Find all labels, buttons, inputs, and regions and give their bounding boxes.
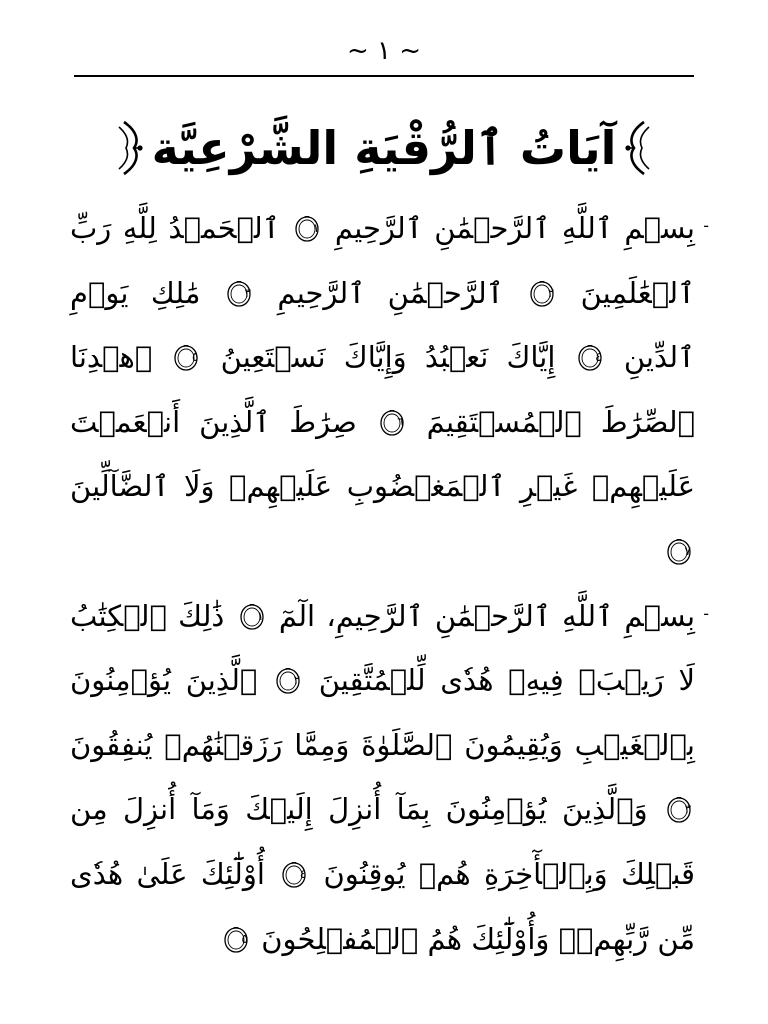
verse-number: ٢ [547, 285, 555, 300]
verse-end-marker-icon [667, 539, 691, 565]
verse-text: أُوْلَٰٓئِكَ عَلَىٰ هُدٗى مِّن رَّبِّهِمۡۖ وَأُوْلَٰٓئِكَ هُمُ ٱلۡمُفۡلِحُونَ [70, 856, 695, 956]
verse-text: ذَٰلِكَ ٱلۡكِتَٰبُ لَا رَيۡبَۛ فِيهِۛ هُدٗى لِّلۡمُتَّقِينَ [70, 598, 696, 698]
verse-number: ٥ [241, 931, 248, 946]
title-text: آيَاتُ ٱلرُّقْيَةِ الشَّرْعِيَّة [151, 121, 617, 175]
verse-end-marker-icon [578, 345, 602, 371]
verse-end-marker-icon [380, 410, 404, 436]
verse-end-marker-icon [282, 862, 306, 888]
ornamental-bracket-right-icon [622, 119, 652, 177]
verse-text: إِيَّاكَ نَعۡبُدُ وَإِيَّاكَ نَسۡتَعِينُ [220, 340, 556, 375]
verse-end-marker-icon [224, 927, 248, 953]
ruqyah-text [70, 196, 709, 971]
verse-end-marker-icon [227, 281, 251, 307]
verse-end-marker-icon [530, 281, 554, 307]
passage-marker: - [703, 216, 709, 235]
page-title [0, 108, 768, 188]
verse-number: ٥ [192, 350, 199, 365]
verse-text: بِسۡمِ ٱللَّهِ ٱلرَّحۡمَٰنِ ٱلرَّحِيمِ [334, 211, 695, 245]
verse-text: وَٱلَّذِينَ يُؤۡمِنُونَ بِمَآ أُنزِلَ إِلَيۡكَ وَمَآ أُنزِلَ مِن قَبۡلِكَ وَبِٱلۡأٓخِرَةِ هُمۡ يُوقِنُونَ [70, 792, 696, 891]
passage-marker: - [703, 603, 709, 623]
verse-number: ٢ [293, 673, 301, 688]
verse-text: بِسۡمِ ٱللَّهِ ٱلرَّحۡمَٰنِ ٱلرَّحِيمِ، الٓمٓ [278, 598, 696, 633]
verse-text: صِرَٰطَ ٱلَّذِينَ أَنۡعَمۡتَ عَلَيۡهِمۡ غَيۡرِ ٱلۡمَغۡضُوبِ عَلَيۡهِمۡ وَلَا ٱلضَّآلِّينَ [70, 404, 695, 504]
verse-end-marker-icon [240, 604, 264, 630]
verse-number: ٤ [299, 866, 307, 881]
verse-number: ٦ [397, 414, 404, 429]
page-number: ~ ١ ~ [346, 36, 422, 66]
verse-text: ٱلَّذِينَ يُؤۡمِنُونَ بِٱلۡغَيۡبِ وَيُقِيمُونَ ٱلصَّلَوٰةَ وَمِمَّا رَزَقۡنَٰهُمۡ يُنفِقُونَ [70, 663, 695, 762]
verse-text: ٱلرَّحۡمَٰنِ ٱلرَّحِيمِ [277, 275, 504, 310]
verse-number: ٣ [244, 285, 251, 300]
verse-text: ٱهۡدِنَا ٱلصِّرَٰطَ ٱلۡمُسۡتَقِيمَ [70, 340, 695, 439]
verse-text: ٱلۡحَمۡدُ لِلَّهِ رَبِّ ٱلۡعَٰلَمِينَ [70, 211, 696, 310]
ornamental-bracket-left-icon [116, 119, 146, 177]
verse-end-marker-icon [295, 216, 319, 242]
verse-end-marker-icon [276, 668, 300, 694]
verse-end-marker-icon [667, 797, 691, 823]
verse-number: ٣ [684, 802, 692, 817]
passage-al-baqarah [70, 584, 709, 972]
verse-number: ٤ [595, 350, 602, 365]
passage-al-fatiha [70, 196, 709, 584]
verse-text: مَٰلِكِ يَوۡمِ ٱلدِّينِ [70, 275, 696, 375]
verse-end-marker-icon [174, 345, 198, 371]
header-rule [74, 75, 694, 77]
verse-number: ٧ [684, 543, 691, 558]
verse-number: ١ [257, 608, 264, 623]
verse-number: ١ [312, 221, 320, 235]
